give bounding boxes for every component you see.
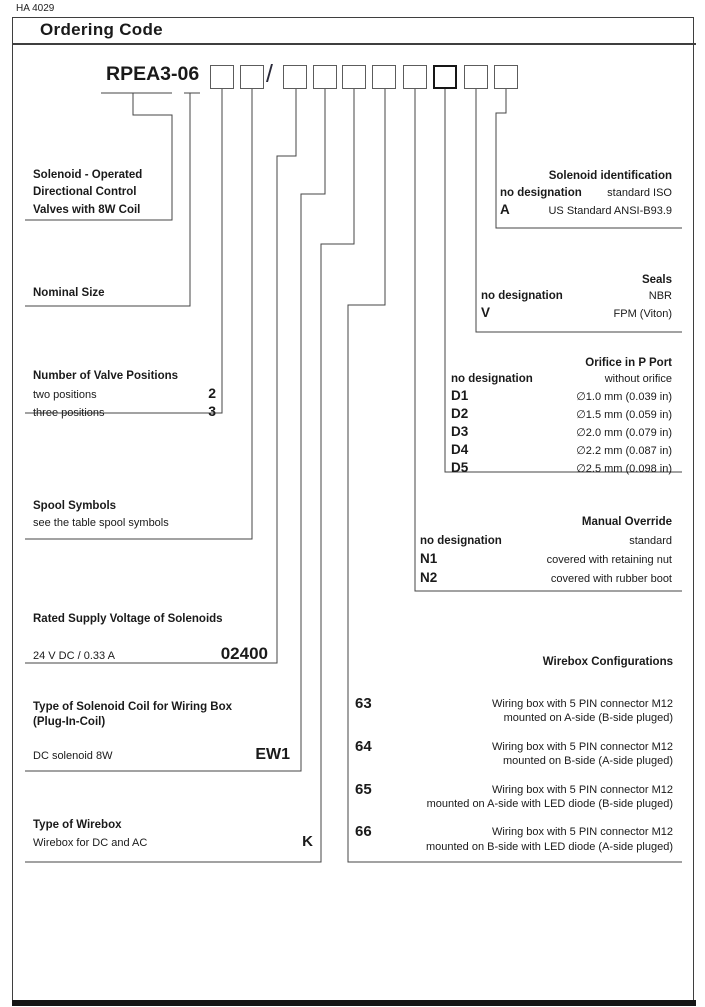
section-title: Spool Symbols <box>33 500 117 512</box>
option-row <box>451 460 672 478</box>
section-seals <box>481 273 672 322</box>
option-row <box>420 569 672 588</box>
option-label: covered with rubber boot <box>550 573 672 585</box>
option-code: 66 <box>355 823 372 841</box>
section-title: Solenoid identification <box>548 170 672 182</box>
option-row <box>500 202 672 220</box>
option-label-line1: Wiring box with 5 PIN connector M12 <box>492 826 673 839</box>
option-label: standard <box>629 535 672 547</box>
option-code: N2 <box>420 570 438 585</box>
section-title: Nominal Size <box>33 287 105 299</box>
code-box-8-highlighted <box>433 65 457 89</box>
option-code: A <box>500 201 510 217</box>
section-solenoid-valves <box>33 167 142 219</box>
code-box-10 <box>494 65 518 89</box>
option-code: no designation <box>500 187 582 199</box>
option-row <box>355 825 673 854</box>
option-label-line1: Wiring box with 5 PIN connector M12 <box>492 698 673 710</box>
option-code: 2 <box>208 385 216 401</box>
code-box-6 <box>372 65 396 89</box>
option-label <box>372 740 673 769</box>
code-box-4 <box>313 65 337 89</box>
section-title-line2: (Plug-In-Coil) <box>33 716 106 728</box>
option-label: ∅2.2 mm (0.087 in) <box>576 444 672 457</box>
option-code: D1 <box>451 387 469 403</box>
option-label: ∅2.0 mm (0.079 in) <box>576 426 672 439</box>
option-code: 3 <box>208 402 216 419</box>
ordering-code-prefix: RPEA3-06 <box>106 63 200 85</box>
option-label-line1: Wiring box with 5 PIN connector M12 <box>492 783 673 796</box>
section-title: Type of Wirebox <box>33 819 122 831</box>
section-spool-symbols <box>33 499 169 532</box>
option-label: DC solenoid 8W <box>33 750 113 762</box>
option-row <box>420 550 672 569</box>
option-label-line2: mounted on A-side with LED diode (B-side pluged) <box>426 798 673 811</box>
code-box-2 <box>240 65 264 89</box>
section-wirebox-configurations <box>355 655 673 868</box>
option-label: standard ISO <box>607 187 672 199</box>
option-row <box>451 442 672 460</box>
option-label: US Standard ANSI-B93.9 <box>548 204 672 217</box>
section-solenoid-identification <box>500 169 672 219</box>
section-wirebox-type <box>33 818 313 852</box>
option-row <box>355 780 673 812</box>
line-spool-symbols <box>25 89 252 539</box>
option-label-line1: Wiring box with 5 PIN connector M12 <box>492 740 673 753</box>
option-code: D4 <box>451 441 469 457</box>
option-row <box>481 305 672 323</box>
code-box-7 <box>403 65 427 89</box>
option-label: Wirebox for DC and AC <box>33 837 148 849</box>
option-label: ∅1.5 mm (0.059 in) <box>576 408 672 421</box>
section-line: Valves with 8W Coil <box>33 203 141 216</box>
option-label: NBR <box>648 290 672 302</box>
code-separator: / <box>266 60 273 88</box>
option-label: FPM (Viton) <box>613 307 672 320</box>
section-manual-override <box>420 515 672 588</box>
option-code: no designation <box>420 535 502 547</box>
document-code: HA 4029 <box>16 3 55 14</box>
section-line: Directional Control <box>33 186 137 199</box>
section-title: Orifice in P Port <box>585 357 672 369</box>
section-supply-voltage <box>33 612 268 665</box>
option-row <box>33 747 290 765</box>
code-box-1 <box>210 65 234 89</box>
option-label: without orifice <box>604 373 672 385</box>
section-valve-positions <box>33 369 216 421</box>
option-label-line2: mounted on B-side with LED diode (A-side pluged) <box>425 840 673 853</box>
option-row <box>451 406 672 424</box>
option-label: covered with retaining nut <box>546 554 672 566</box>
option-row <box>355 737 673 769</box>
option-row <box>355 697 673 726</box>
section-title: Number of Valve Positions <box>33 370 179 382</box>
option-label: ∅2.5 mm (0.098 in) <box>576 462 672 475</box>
option-label-line2: mounted on B-side (A-side pluged) <box>503 755 673 768</box>
code-box-9 <box>464 65 488 89</box>
option-code: 65 <box>355 780 372 798</box>
option-row <box>500 186 672 202</box>
section-title: Manual Override <box>581 516 672 528</box>
option-code: 63 <box>355 695 372 712</box>
section-title: Wirebox Configurations <box>542 656 673 668</box>
option-code: 02400 <box>220 644 268 663</box>
option-row <box>33 404 216 422</box>
section-orifice <box>451 356 672 477</box>
option-code: K <box>302 833 313 850</box>
code-box-3 <box>283 65 307 89</box>
option-code: no designation <box>481 290 563 302</box>
option-code: EW1 <box>255 746 290 763</box>
option-label: three positions <box>33 406 105 419</box>
option-label <box>372 783 673 812</box>
section-title: Rated Supply Voltage of Solenoids <box>33 613 223 625</box>
option-label: two positions <box>33 389 97 401</box>
option-label-line2: mounted on A-side (B-side pluged) <box>503 712 673 725</box>
option-row <box>451 372 672 388</box>
code-box-5 <box>342 65 366 89</box>
option-row <box>33 646 268 665</box>
section-nominal-size <box>33 286 105 301</box>
option-code: no designation <box>451 373 533 385</box>
option-label <box>372 825 673 854</box>
section-title: Seals <box>641 274 672 286</box>
option-code: V <box>481 304 491 320</box>
section-subtitle: see the table spool symbols <box>33 517 169 529</box>
option-label <box>372 697 673 726</box>
option-row <box>33 834 313 852</box>
section-coil-type <box>33 700 290 765</box>
option-code: D5 <box>451 459 469 475</box>
option-row <box>420 533 672 550</box>
option-code: D3 <box>451 423 469 439</box>
section-title: Type of Solenoid Coil for Wiring Box <box>33 701 233 713</box>
option-row <box>33 386 216 404</box>
option-row <box>481 289 672 305</box>
page-title: Ordering Code <box>40 20 163 39</box>
line-valve-positions <box>25 89 222 413</box>
section-line: Solenoid - Operated <box>33 169 143 181</box>
option-code: 64 <box>355 737 372 755</box>
option-code: N1 <box>420 551 438 566</box>
option-row <box>451 388 672 406</box>
option-code: D2 <box>451 405 469 421</box>
option-label: ∅1.0 mm (0.039 in) <box>576 390 672 403</box>
option-row <box>451 424 672 442</box>
option-label: 24 V DC / 0.33 A <box>33 650 115 662</box>
